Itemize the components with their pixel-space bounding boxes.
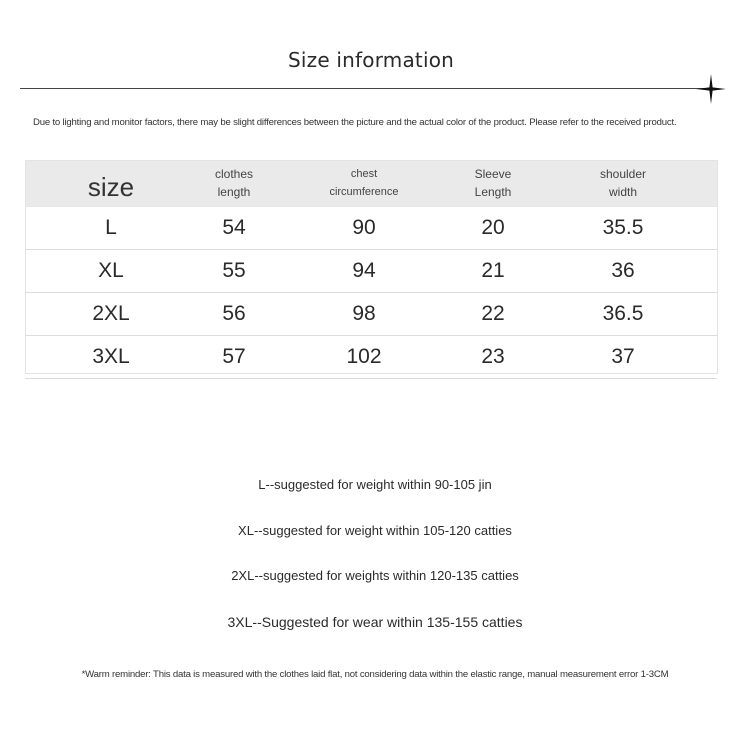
cell-chest: 102 — [271, 336, 457, 379]
suggestion-l: L--suggested for weight within 90-105 jin — [258, 477, 492, 492]
header-shoulder-width: shoulder width — [529, 160, 717, 207]
table-row — [25, 207, 717, 250]
header-clothes-length: clothes length — [197, 160, 271, 207]
cell-shoulder: 37 — [529, 336, 717, 379]
header-sleeve-length: Sleeve Length — [457, 160, 529, 207]
table-row — [25, 293, 717, 336]
suggestion-2xl: 2XL--suggested for weights within 120-135 catties — [231, 568, 519, 583]
suggestion-3xl: 3XL--Suggested for wear within 135-155 catties — [227, 614, 523, 630]
cell-length: 55 — [197, 250, 271, 293]
title-divider — [20, 88, 710, 89]
cell-size: 2XL — [25, 293, 197, 336]
size-table — [25, 160, 717, 379]
cell-chest: 90 — [271, 207, 457, 250]
cell-shoulder: 36.5 — [529, 293, 717, 336]
suggestion-xl: XL--suggested for weight within 105-120 catties — [238, 523, 512, 538]
header-chest-circumference: chest circumference — [271, 160, 457, 207]
header-size: size — [25, 160, 197, 207]
cell-length: 56 — [197, 293, 271, 336]
cell-chest: 94 — [271, 250, 457, 293]
table-row — [25, 250, 717, 293]
warm-reminder: *Warm reminder: This data is measured with the clothes laid flat, not considering data within the elastic range, manual measurement error 1-3CM — [81, 669, 669, 680]
cell-shoulder: 36 — [529, 250, 717, 293]
cell-size: L — [25, 207, 197, 250]
page-title: Size information — [287, 48, 455, 72]
table-header-row — [25, 160, 717, 207]
cell-size: 3XL — [25, 336, 197, 379]
sparkle-icon — [696, 74, 726, 104]
cell-length: 54 — [197, 207, 271, 250]
cell-length: 57 — [197, 336, 271, 379]
cell-shoulder: 35.5 — [529, 207, 717, 250]
table-row — [25, 336, 717, 379]
cell-size: XL — [25, 250, 197, 293]
cell-sleeve: 23 — [457, 336, 529, 379]
cell-sleeve: 22 — [457, 293, 529, 336]
cell-sleeve: 21 — [457, 250, 529, 293]
cell-sleeve: 20 — [457, 207, 529, 250]
disclaimer-text: Due to lighting and monitor factors, there may be slight differences between the picture and the actual color of the product. Please refer to the received product. — [33, 117, 677, 128]
cell-chest: 98 — [271, 293, 457, 336]
